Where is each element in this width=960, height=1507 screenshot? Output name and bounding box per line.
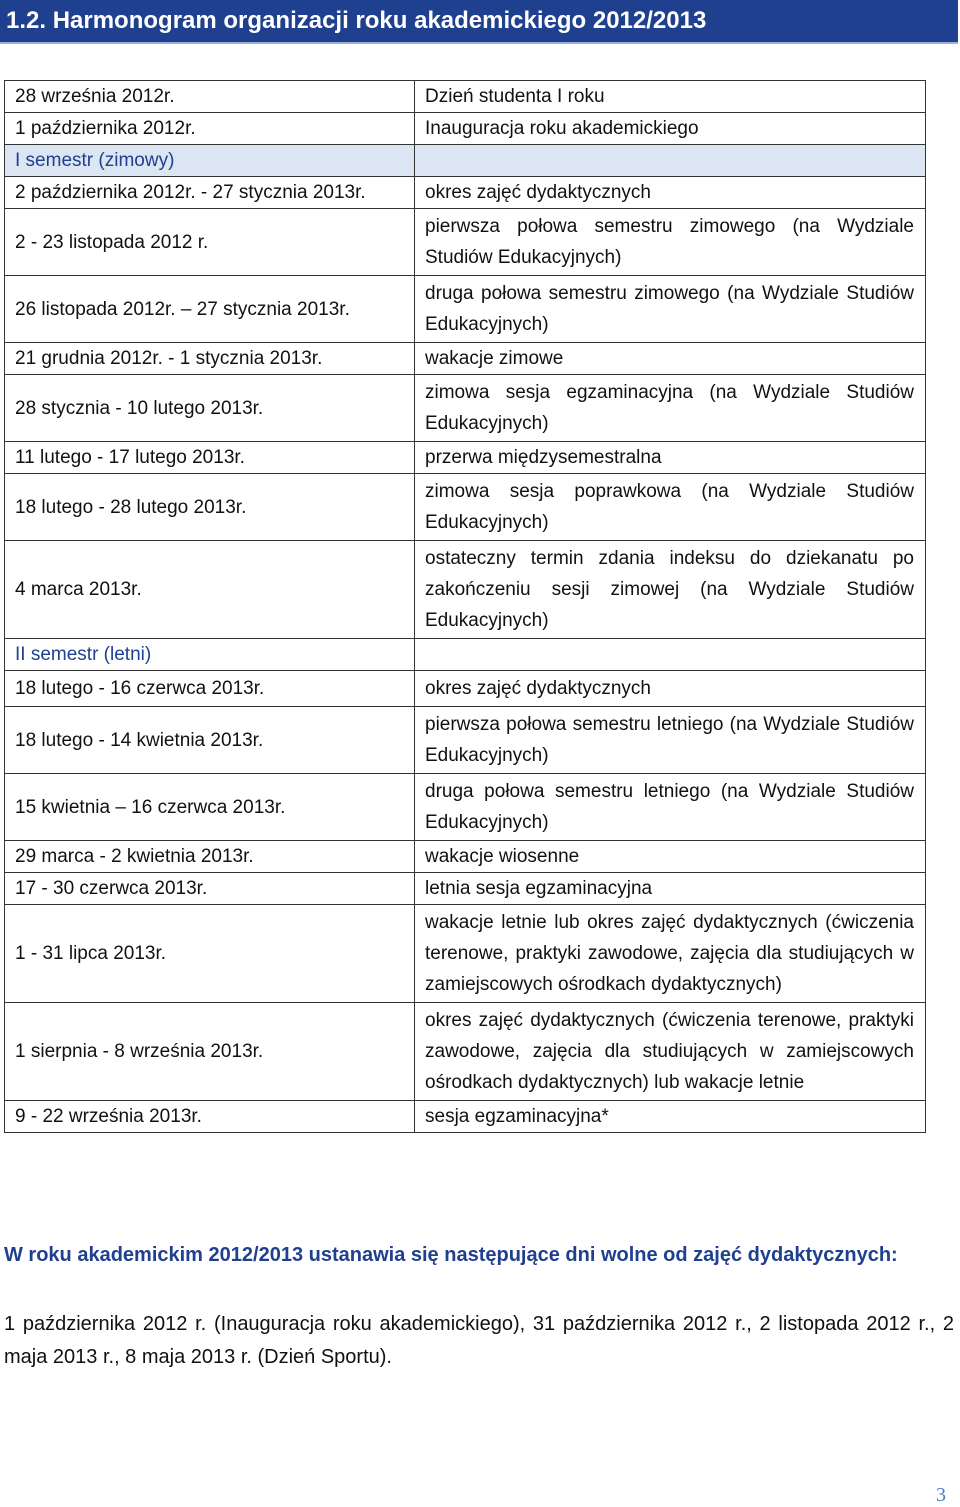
row-description: okres zajęć dydaktycznych (ćwiczenia terenowe, praktyki zawodowe, zajęcia dla studiujących w zamiejscowych ośrodkach dydaktycznych) lub wakacje letnie: [415, 1003, 926, 1101]
semester-label: I semestr (zimowy): [5, 145, 415, 177]
table-row: [5, 873, 926, 905]
row-description: wakacje zimowe: [415, 343, 926, 375]
section-heading: 1.2. Harmonogram organizacji roku akademickiego 2012/2013: [6, 7, 707, 34]
table-row: [5, 707, 926, 774]
free-days-list: 1 października 2012 r. (Inauguracja roku akademickiego), 31 października 2012 r., 2 listopada 2012 r., 2 maja 2013 r., 8 maja 2013 r. (Dzień Sportu).: [4, 1313, 954, 1368]
row-description: zimowa sesja poprawkowa (na Wydziale Studiów Edukacyjnych): [415, 474, 926, 541]
row-date: 28 września 2012r.: [5, 81, 415, 113]
row-date: 21 grudnia 2012r. - 1 stycznia 2013r.: [5, 343, 415, 375]
row-description: sesja egzaminacyjna*: [415, 1101, 926, 1133]
row-date: 4 marca 2013r.: [5, 541, 415, 639]
semester-header-row: [5, 145, 926, 177]
row-date: 1 sierpnia - 8 września 2013r.: [5, 1003, 415, 1101]
row-date: 1 października 2012r.: [5, 113, 415, 145]
table-row: [5, 474, 926, 541]
table-row: [5, 113, 926, 145]
row-date: 17 - 30 czerwca 2013r.: [5, 873, 415, 905]
row-date: 18 lutego - 16 czerwca 2013r.: [5, 671, 415, 707]
row-description: Dzień studenta I roku: [415, 81, 926, 113]
row-date: 2 października 2012r. - 27 stycznia 2013r.: [5, 177, 415, 209]
row-description: zimowa sesja egzaminacyjna (na Wydziale Studiów Edukacyjnych): [415, 375, 926, 442]
table-row: [5, 541, 926, 639]
row-date: 15 kwietnia – 16 czerwca 2013r.: [5, 774, 415, 841]
table-row: [5, 1003, 926, 1101]
row-description: wakacje wiosenne: [415, 841, 926, 873]
row-description: druga połowa semestru letniego (na Wydziale Studiów Edukacyjnych): [415, 774, 926, 841]
row-date: 18 lutego - 28 lutego 2013r.: [5, 474, 415, 541]
row-description: letnia sesja egzaminacyjna: [415, 873, 926, 905]
row-description: [415, 145, 926, 177]
table-row: [5, 774, 926, 841]
table-row: [5, 177, 926, 209]
row-description: wakacje letnie lub okres zajęć dydaktycznych (ćwiczenia terenowe, praktyki zawodowe, zajęcia dla studiujących w zamiejscowych ośrodkach dydaktycznych): [415, 905, 926, 1003]
row-description: [415, 639, 926, 671]
row-description: pierwsza połowa semestru letniego (na Wydziale Studiów Edukacyjnych): [415, 707, 926, 774]
row-description: okres zajęć dydaktycznych: [415, 671, 926, 707]
table-row: [5, 442, 926, 474]
row-date: 2 - 23 listopada 2012 r.: [5, 209, 415, 276]
row-date: 28 stycznia - 10 lutego 2013r.: [5, 375, 415, 442]
table-row: [5, 1101, 926, 1133]
row-description: przerwa międzysemestralna: [415, 442, 926, 474]
free-days-notice: W roku akademickim 2012/2013 ustanawia się następujące dni wolne od zajęć dydaktycznych:: [4, 1244, 898, 1266]
row-date: 11 lutego - 17 lutego 2013r.: [5, 442, 415, 474]
table-row: [5, 905, 926, 1003]
section-heading-bar: [0, 0, 958, 44]
semester-label: II semestr (letni): [5, 639, 415, 671]
row-description: pierwsza połowa semestru zimowego (na Wydziale Studiów Edukacyjnych): [415, 209, 926, 276]
schedule-table: [4, 80, 926, 1133]
table-row: [5, 343, 926, 375]
table-row: [5, 841, 926, 873]
row-description: druga połowa semestru zimowego (na Wydziale Studiów Edukacyjnych): [415, 276, 926, 343]
row-date: 18 lutego - 14 kwietnia 2013r.: [5, 707, 415, 774]
row-date: 9 - 22 września 2013r.: [5, 1101, 415, 1133]
row-date: 26 listopada 2012r. – 27 stycznia 2013r.: [5, 276, 415, 343]
row-date: 29 marca - 2 kwietnia 2013r.: [5, 841, 415, 873]
table-row: [5, 375, 926, 442]
row-date: 1 - 31 lipca 2013r.: [5, 905, 415, 1003]
table-row: [5, 671, 926, 707]
page-number: 3: [936, 1484, 946, 1506]
row-description: okres zajęć dydaktycznych: [415, 177, 926, 209]
semester-header-row: [5, 639, 926, 671]
row-description: ostateczny termin zdania indeksu do dziekanatu po zakończeniu sesji zimowej (na Wydziale Studiów Edukacyjnych): [415, 541, 926, 639]
table-row: [5, 81, 926, 113]
row-description: Inauguracja roku akademickiego: [415, 113, 926, 145]
table-row: [5, 276, 926, 343]
table-row: [5, 209, 926, 276]
